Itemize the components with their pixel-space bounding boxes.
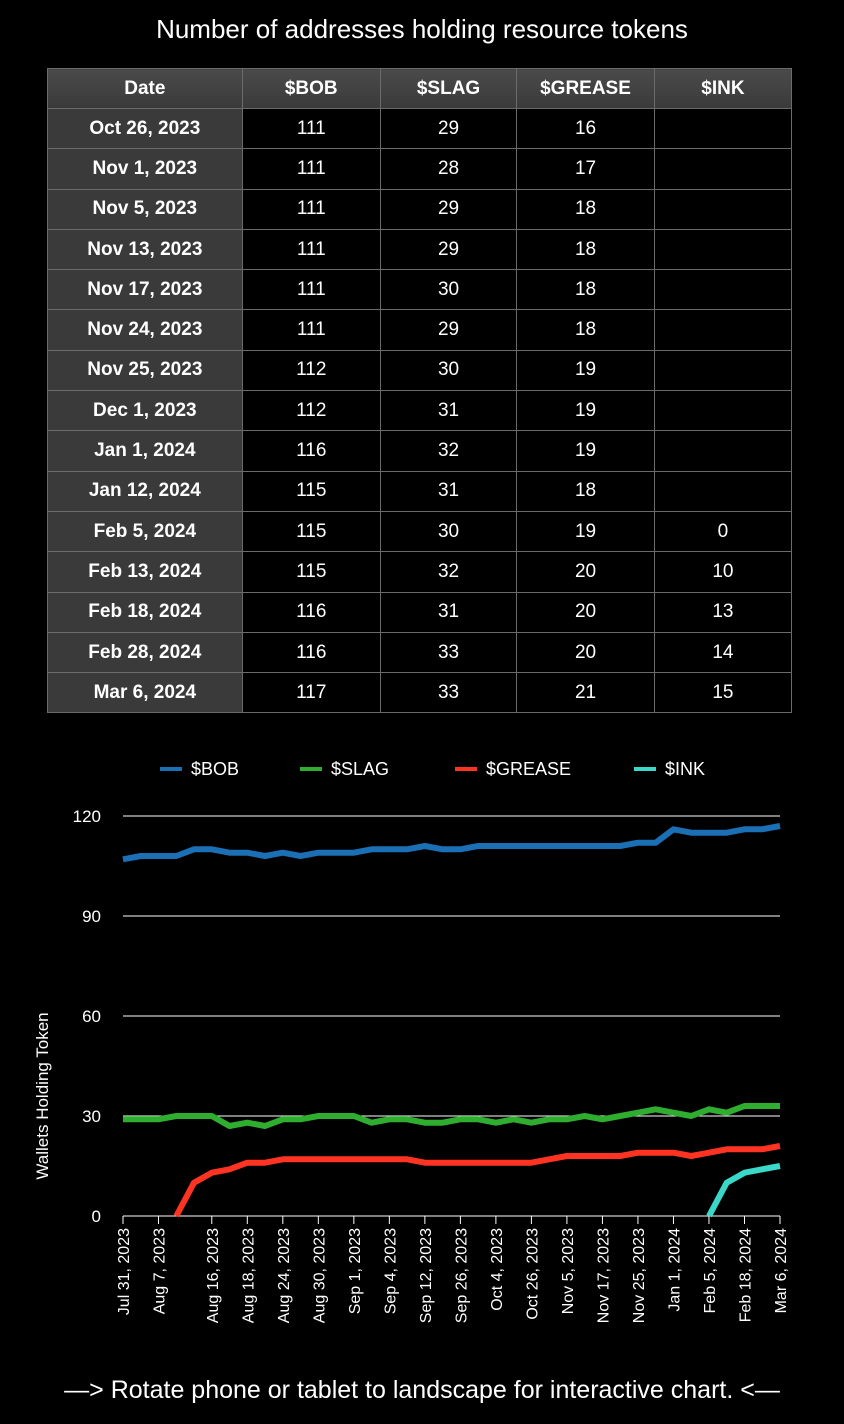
- page-title: Number of addresses holding resource tokens: [156, 14, 688, 44]
- legend-label: $BOB: [191, 759, 240, 779]
- table-row: [48, 149, 792, 189]
- cell-grease: 19: [517, 391, 655, 431]
- cell-bob: 116: [242, 632, 380, 672]
- cell-bob: 116: [242, 431, 380, 471]
- x-tick-label: Mar 6, 2024: [773, 1228, 790, 1314]
- cell-ink: 15: [654, 673, 791, 713]
- table-row: [48, 552, 792, 592]
- x-tick-label: Aug 16, 2023: [204, 1228, 222, 1324]
- column-header-ink: $INK: [654, 69, 791, 109]
- cell-grease: 20: [517, 552, 655, 592]
- cell-ink: [654, 270, 791, 310]
- cell-bob: 112: [242, 350, 380, 390]
- table-row: [48, 673, 792, 713]
- cell-slag: 30: [380, 511, 516, 551]
- y-tick-label: 30: [82, 1107, 101, 1126]
- x-tick-label: Aug 18, 2023: [240, 1228, 258, 1324]
- table-row: [48, 632, 792, 672]
- y-tick-label: 0: [91, 1207, 101, 1226]
- cell-bob: 111: [242, 270, 380, 310]
- y-tick-label: 90: [82, 907, 101, 926]
- cell-bob: 115: [242, 511, 380, 551]
- x-tick-label: Nov 17, 2023: [595, 1228, 613, 1324]
- x-tick-label: Jan 1, 2024: [666, 1228, 684, 1312]
- cell-ink: [654, 149, 791, 189]
- cell-slag: 31: [380, 471, 516, 511]
- cell-bob: 116: [242, 592, 380, 632]
- x-tick-label: Aug 30, 2023: [311, 1228, 329, 1324]
- x-tick-label: Jul 31, 2023: [116, 1228, 133, 1316]
- x-tick-label: Sep 4, 2023: [382, 1228, 400, 1315]
- x-tick-label: Aug 24, 2023: [275, 1228, 293, 1324]
- series-line-grease: [176, 1146, 780, 1216]
- cell-date: Mar 6, 2024: [48, 673, 243, 713]
- table-row: [48, 229, 792, 269]
- cell-date: Feb 18, 2024: [48, 592, 243, 632]
- x-tick-label: Aug 7, 2023: [151, 1228, 169, 1315]
- cell-grease: 18: [517, 189, 655, 229]
- column-header-bob: $BOB: [242, 69, 380, 109]
- y-axis-label: Wallets Holding Token: [33, 1012, 52, 1180]
- cell-grease: 18: [517, 229, 655, 269]
- cell-grease: 17: [517, 149, 655, 189]
- cell-date: Nov 24, 2023: [48, 310, 243, 350]
- cell-slag: 32: [380, 431, 516, 471]
- cell-ink: [654, 431, 791, 471]
- legend-label: $INK: [665, 759, 706, 779]
- cell-grease: 18: [517, 310, 655, 350]
- series-line-bob: [123, 826, 780, 859]
- column-header-slag: $SLAG: [380, 69, 516, 109]
- x-tick-label: Sep 12, 2023: [417, 1228, 435, 1324]
- cell-bob: 111: [242, 310, 380, 350]
- x-tick-label: Nov 5, 2023: [559, 1228, 577, 1315]
- cell-ink: 0: [654, 511, 791, 551]
- data-table: [47, 68, 792, 713]
- cell-ink: [654, 310, 791, 350]
- x-tick-label: Oct 4, 2023: [488, 1228, 506, 1311]
- table-row: [48, 592, 792, 632]
- cell-grease: 20: [517, 632, 655, 672]
- cell-date: Feb 28, 2024: [48, 632, 243, 672]
- cell-date: Nov 25, 2023: [48, 350, 243, 390]
- cell-date: Nov 13, 2023: [48, 229, 243, 269]
- cell-bob: 111: [242, 229, 380, 269]
- cell-grease: 16: [517, 109, 655, 149]
- cell-slag: 31: [380, 592, 516, 632]
- column-header-grease: $GREASE: [517, 69, 655, 109]
- table-row: [48, 189, 792, 229]
- cell-ink: [654, 350, 791, 390]
- cell-date: Jan 12, 2024: [48, 471, 243, 511]
- cell-slag: 29: [380, 109, 516, 149]
- cell-date: Nov 5, 2023: [48, 189, 243, 229]
- cell-date: Jan 1, 2024: [48, 431, 243, 471]
- cell-slag: 30: [380, 270, 516, 310]
- table-row: [48, 471, 792, 511]
- cell-bob: 115: [242, 471, 380, 511]
- cell-slag: 32: [380, 552, 516, 592]
- series-line-ink: [709, 1166, 780, 1216]
- table-body: [48, 109, 792, 713]
- cell-grease: 21: [517, 673, 655, 713]
- table-row: [48, 310, 792, 350]
- table-row: [48, 270, 792, 310]
- cell-date: Oct 26, 2023: [48, 109, 243, 149]
- cell-ink: 14: [654, 632, 791, 672]
- table-row: [48, 511, 792, 551]
- cell-grease: 18: [517, 270, 655, 310]
- cell-bob: 117: [242, 673, 380, 713]
- cell-ink: 10: [654, 552, 791, 592]
- table-row: [48, 350, 792, 390]
- cell-grease: 20: [517, 592, 655, 632]
- cell-date: Feb 5, 2024: [48, 511, 243, 551]
- rotate-hint: —> Rotate phone or tablet to landscape for interactive chart. <—: [64, 1376, 780, 1404]
- x-tick-label: Sep 1, 2023: [346, 1228, 364, 1315]
- cell-bob: 111: [242, 109, 380, 149]
- cell-ink: [654, 189, 791, 229]
- cell-slag: 29: [380, 189, 516, 229]
- cell-grease: 19: [517, 511, 655, 551]
- x-tick-label: Feb 18, 2024: [737, 1228, 755, 1323]
- x-tick-label: Nov 25, 2023: [630, 1228, 648, 1324]
- cell-date: Dec 1, 2023: [48, 391, 243, 431]
- cell-ink: 13: [654, 592, 791, 632]
- cell-slag: 28: [380, 149, 516, 189]
- cell-bob: 112: [242, 391, 380, 431]
- x-tick-label: Sep 26, 2023: [453, 1228, 471, 1324]
- table-header-row: [48, 69, 792, 109]
- cell-ink: [654, 229, 791, 269]
- column-header-date: Date: [48, 69, 243, 109]
- cell-ink: [654, 391, 791, 431]
- table-row: [48, 109, 792, 149]
- cell-slag: 29: [380, 229, 516, 269]
- y-tick-label: 60: [82, 1007, 101, 1026]
- cell-ink: [654, 471, 791, 511]
- cell-date: Feb 13, 2024: [48, 552, 243, 592]
- cell-slag: 29: [380, 310, 516, 350]
- table-row: [48, 391, 792, 431]
- cell-slag: 33: [380, 632, 516, 672]
- cell-slag: 30: [380, 350, 516, 390]
- x-tick-label: Feb 5, 2024: [701, 1228, 719, 1314]
- legend-label: $SLAG: [331, 759, 390, 779]
- cell-ink: [654, 109, 791, 149]
- cell-slag: 33: [380, 673, 516, 713]
- line-chart: [0, 740, 844, 1370]
- y-tick-label: 120: [72, 807, 101, 826]
- cell-grease: 19: [517, 431, 655, 471]
- cell-slag: 31: [380, 391, 516, 431]
- cell-grease: 18: [517, 471, 655, 511]
- x-tick-label: Oct 26, 2023: [524, 1228, 542, 1320]
- legend-label: $GREASE: [486, 759, 572, 779]
- cell-date: Nov 1, 2023: [48, 149, 243, 189]
- table-row: [48, 431, 792, 471]
- cell-bob: 115: [242, 552, 380, 592]
- cell-grease: 19: [517, 350, 655, 390]
- cell-bob: 111: [242, 149, 380, 189]
- cell-bob: 111: [242, 189, 380, 229]
- cell-date: Nov 17, 2023: [48, 270, 243, 310]
